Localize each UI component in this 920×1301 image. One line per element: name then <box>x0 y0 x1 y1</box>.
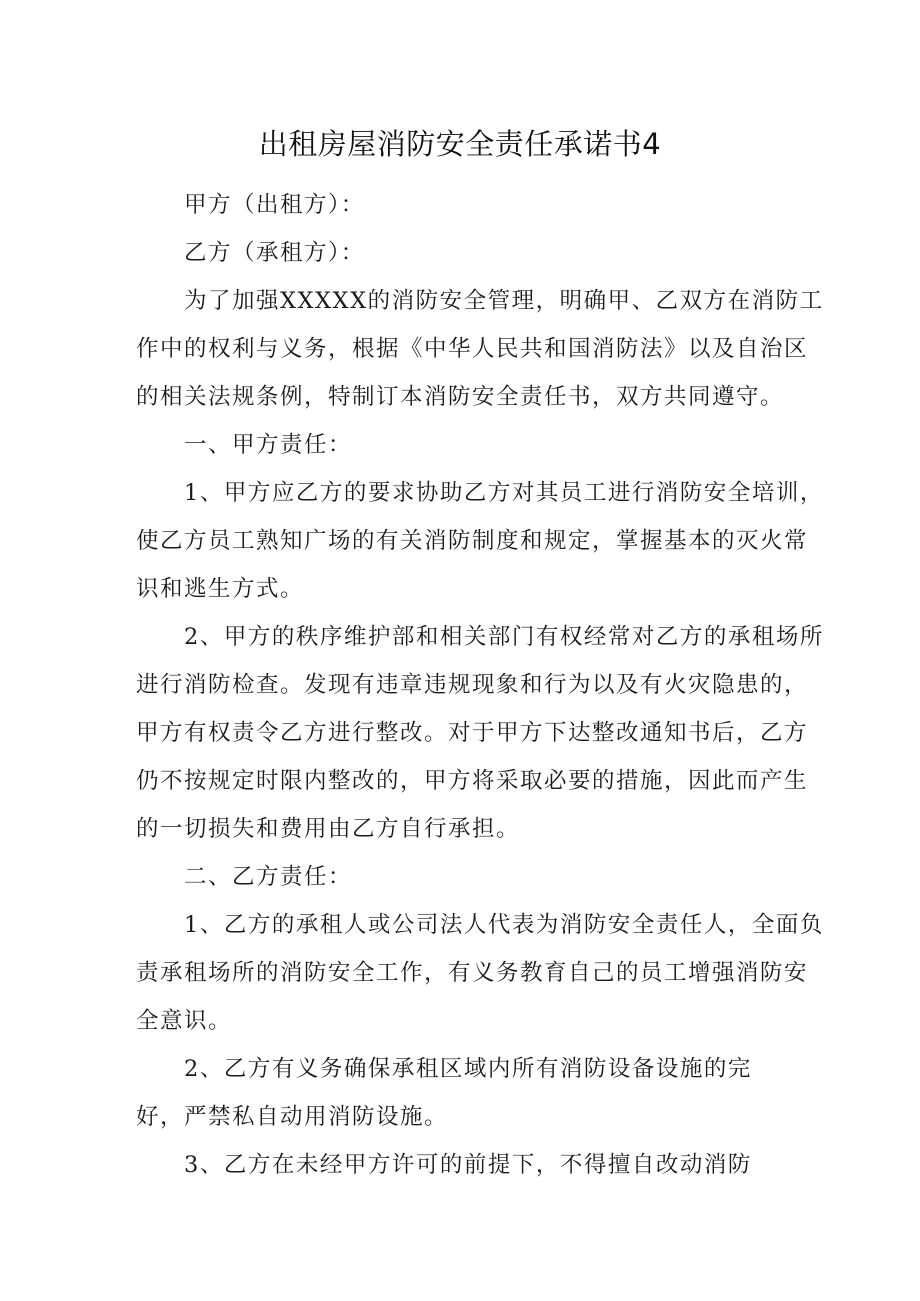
a1-line-2: 使乙方员工熟知广场的有关消防制度和规定，掌握基本的灭火常 <box>136 528 809 554</box>
a2-line-5: 的一切损失和费用由乙方自行承担。 <box>136 816 521 842</box>
a1-line-3: 识和逃生方式。 <box>136 576 305 602</box>
b2-line-2: 好，严禁私自动用消防设施。 <box>136 1104 449 1130</box>
b1-line-1: 1、乙方的承租人或公司法人代表为消防安全责任人，全面负 <box>184 912 824 938</box>
a1-line-1: 1、甲方应乙方的要求协助乙方对其员工进行消防安全培训， <box>184 480 824 506</box>
intro-line-1: 为了加强XXXXX的消防安全管理，明确甲、乙双方在消防工 <box>184 288 824 314</box>
b1-line-2: 责承租场所的消防安全工作，有义务教育自己的员工增强消防安 <box>136 960 809 986</box>
b1-line-3: 全意识。 <box>136 1008 233 1034</box>
document-title: 出租房屋消防安全责任承诺书4 <box>258 127 662 161</box>
section-heading-b: 二、乙方责任： <box>184 864 353 890</box>
document-body <box>136 181 824 1189</box>
intro-line-2: 作中的权利与义务，根据《中华人民共和国消防法》以及自治区 <box>136 336 809 362</box>
b2-line-1: 2、乙方有义务确保承租区域内所有消防设备设施的完 <box>184 1056 752 1082</box>
b3-line-1: 3、乙方在未经甲方许可的前提下，不得擅自改动消防 <box>184 1152 752 1178</box>
section-heading-a: 一、甲方责任： <box>184 432 353 458</box>
a2-line-1: 2、甲方的秩序维护部和相关部门有权经常对乙方的承租场所 <box>184 624 824 650</box>
party-b-line: 乙方（承租方）： <box>184 240 365 266</box>
a2-line-2: 进行消防检查。发现有违章违规现象和行为以及有火灾隐患的， <box>136 672 809 698</box>
party-a-line: 甲方（出租方）： <box>184 192 365 218</box>
intro-line-3: 的相关法规条例，特制订本消防安全责任书，双方共同遵守。 <box>136 384 785 410</box>
a2-line-3: 甲方有权责令乙方进行整改。对于甲方下达整改通知书后，乙方 <box>136 720 809 746</box>
a2-line-4: 仍不按规定时限内整改的，甲方将采取必要的措施，因此而产生 <box>136 768 809 794</box>
